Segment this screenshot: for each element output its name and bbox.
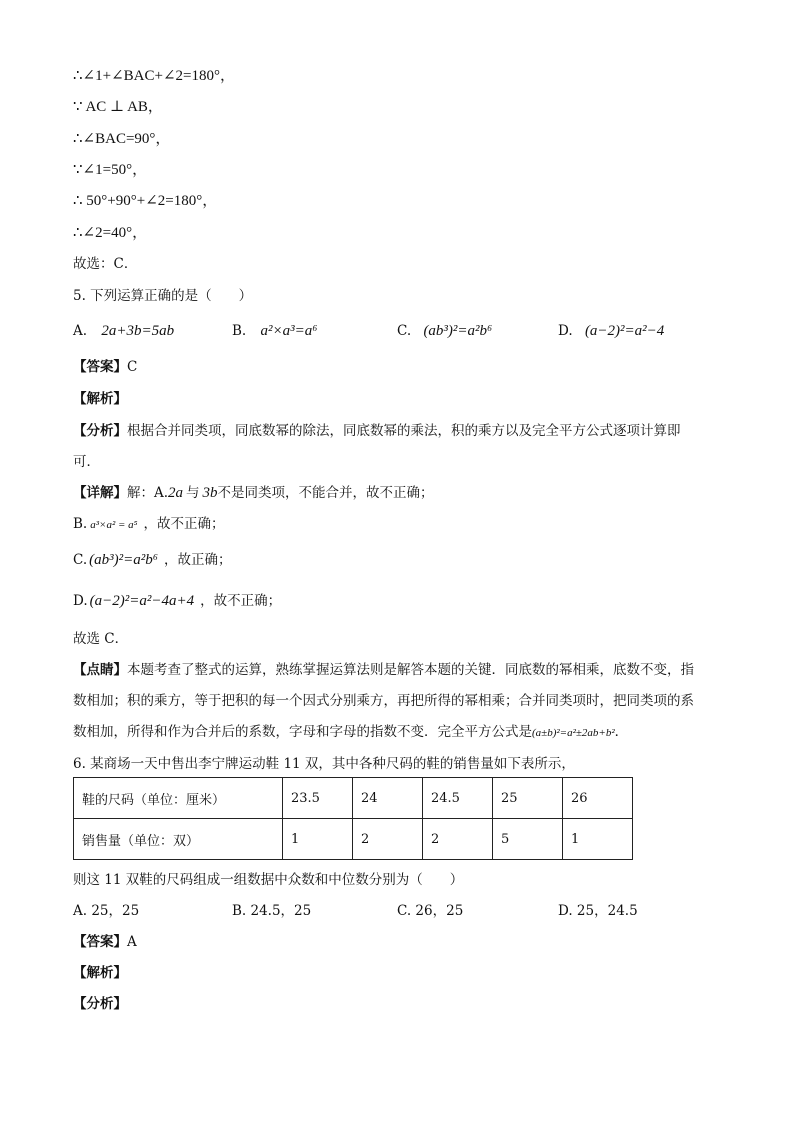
proof-choice: 故选：C．: [73, 256, 138, 272]
q6-stem: 6. 某商场一天中售出李宁牌运动鞋 11 双，其中各种尺码的鞋的销售量如下表所示，: [73, 756, 575, 772]
q5-detail-b-pre: B.: [73, 516, 88, 532]
q5-fenxi-line-1: [73, 421, 681, 441]
q5-detail-d-expr: (a−2)²=a²−4a+4: [89, 593, 195, 609]
shoe-size-table: [73, 777, 633, 860]
q5-answer-value: C: [127, 359, 138, 375]
q5-analysis-tag: 【解析】: [73, 391, 127, 407]
table-cell: 23.5: [283, 778, 353, 819]
q5-detail-a-expr1: 2a: [168, 485, 184, 501]
table-cell: 24: [353, 778, 423, 819]
proof-line-5: ∴ 50°+90°+∠2=180°，: [73, 193, 218, 209]
q6-fenxi-tag: 【分析】: [73, 996, 127, 1012]
q6-answer-tag: 【答案】: [73, 934, 127, 950]
q5-answer: [73, 357, 137, 377]
q5-detail-c-pre: C.: [73, 552, 88, 568]
q6-option-b: B. 24.5，25: [232, 903, 312, 919]
q6-option-a: A. 25，25: [73, 903, 140, 919]
q5-option-a-expr: 2a+3b=5ab: [101, 323, 175, 339]
q6-answer: [73, 932, 137, 952]
q6-question: 则这 11 双鞋的尺码组成一组数据中众数和中位数分别为（ ）: [73, 872, 464, 888]
q5-detail-d: [73, 591, 281, 611]
table-row: [74, 819, 633, 860]
q6-answer-value: A: [127, 934, 137, 950]
q5-dianjing-line-2: 数相加；积的乘方，等于把积的每一个因式分别乘方，再把所得的幂相乘；合并同类项时，把同类项的系: [73, 693, 694, 709]
q5-detail-b: [73, 514, 224, 535]
q5-dianjing-text-1: 本题考查了整式的运算，熟练掌握运算法则是解答本题的关键．同底数的幂相乘，底数不变，指: [127, 662, 694, 678]
table-cell: 5: [493, 819, 563, 860]
q6-option-d: D. 25，24.5: [558, 903, 638, 919]
q5-detail-d-post: ，故不正确；: [200, 593, 282, 609]
q5-answer-tag: 【答案】: [73, 359, 127, 375]
q5-option-b: [232, 320, 317, 342]
table-cell: 2: [353, 819, 423, 860]
q5-option-c: [397, 320, 492, 342]
q5-option-a-letter: A.: [73, 323, 88, 339]
q6-analysis-tag: 【解析】: [73, 965, 127, 981]
q5-option-d-letter: D.: [558, 323, 573, 339]
proof-line-6: ∴∠2=40°，: [73, 225, 148, 241]
table-cell: 26: [563, 778, 633, 819]
q5-option-b-expr: a²×a³=a⁶: [260, 323, 318, 339]
table-row-header: 鞋的尺码（单位：厘米）: [74, 778, 283, 819]
q5-detail-a-pre: 解：A.: [127, 485, 169, 501]
q5-detail-tag: 【详解】: [73, 485, 127, 501]
q5-dianjing-tag: 【点睛】: [73, 662, 127, 678]
q5-detail-a-expr2: 3b: [202, 485, 218, 501]
q5-choose: 故选 C．: [73, 631, 129, 647]
proof-line-1: ∴∠1+∠BAC+∠2=180°，: [73, 68, 235, 84]
q5-option-c-expr: (ab³)²=a²b⁶: [423, 323, 493, 339]
q5-detail-c: [73, 550, 231, 570]
q5-detail-a-post: 不是同类项，不能合并，故不正确；: [217, 485, 434, 501]
q5-detail-a-mid: 与: [186, 485, 200, 501]
proof-line-3: ∴∠BAC=90°，: [73, 131, 171, 147]
q5-dianjing-text-3: 数相加，所得和作为合并后的系数，字母和字母的指数不变．完全平方公式是: [73, 724, 532, 740]
q5-dianjing-end: ．: [614, 724, 629, 740]
q5-detail-b-expr: a³×a² = a⁵: [90, 519, 138, 531]
q5-fenxi-text-1: 根据合并同类项，同底数幂的除法，同底数幂的乘法，积的乘方以及完全平方公式逐项计算即: [127, 423, 681, 439]
q5-stem: 5. 下列运算正确的是（ ）: [73, 288, 253, 304]
table-row: [74, 778, 633, 819]
table-cell: 1: [283, 819, 353, 860]
table-cell: 24.5: [423, 778, 493, 819]
q5-detail-b-post: ，故不正确；: [143, 516, 225, 532]
q5-dianjing-line-3: [73, 722, 628, 743]
q5-detail-d-pre: D.: [73, 593, 88, 609]
q5-option-d-expr: (a−2)²=a²−4: [584, 323, 665, 339]
q5-option-b-letter: B.: [232, 323, 247, 339]
table-cell: 1: [563, 819, 633, 860]
table-cell: 25: [493, 778, 563, 819]
q5-detail-c-post: ，故正确；: [163, 552, 232, 568]
q5-square-formula: (a±b)²=a²±2ab+b²: [532, 727, 615, 739]
q5-fenxi-line-2: 可．: [73, 454, 100, 470]
q5-option-c-letter: C.: [397, 323, 412, 339]
q5-option-a: [73, 320, 174, 342]
q5-fenxi-tag: 【分析】: [73, 423, 127, 439]
table-cell: 2: [423, 819, 493, 860]
q5-detail-a: [73, 483, 434, 503]
table-row-header: 销售量（单位：双）: [74, 819, 283, 860]
q5-detail-c-expr: (ab³)²=a²b⁶: [89, 552, 158, 568]
q5-dianjing-line-1: [73, 660, 694, 680]
q5-option-d: [558, 320, 664, 342]
proof-line-2: ∵ AC ⊥ AB，: [73, 99, 163, 115]
proof-line-4: ∵∠1=50°，: [73, 162, 148, 178]
q6-option-c: C. 26，25: [397, 903, 464, 919]
